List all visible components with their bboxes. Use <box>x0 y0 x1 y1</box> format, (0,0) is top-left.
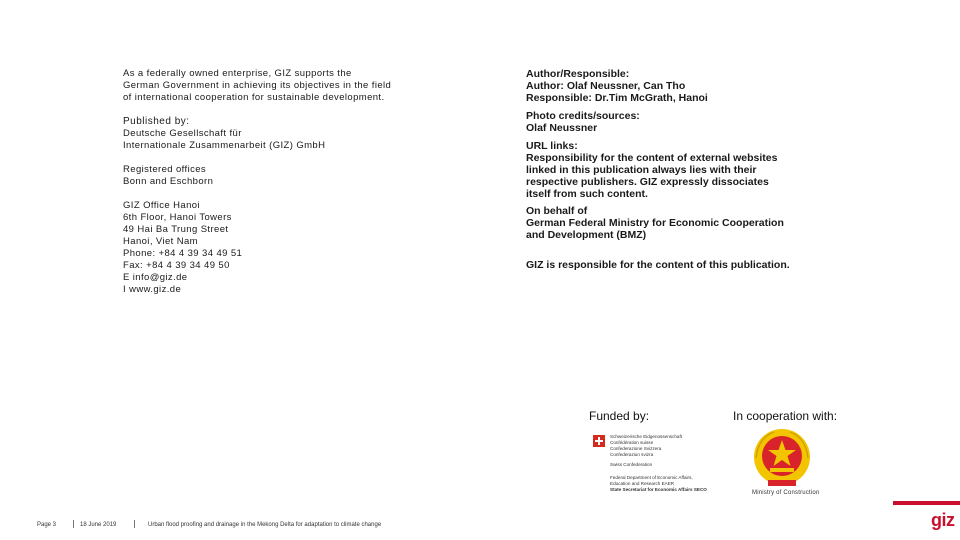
funded-by-label: Funded by: <box>589 409 650 423</box>
swiss-name-line: Confederaziun svizra <box>610 452 654 457</box>
swiss-name-block <box>610 434 682 458</box>
url-links-line: itself from such content. <box>526 188 648 200</box>
phone-line: Phone: +84 4 39 34 49 51 <box>123 248 243 259</box>
published-heading: Published by: <box>123 116 190 127</box>
website-line: I www.giz.de <box>123 284 182 295</box>
address-line: Hanoi, Viet Nam <box>123 236 198 247</box>
publisher-line: Internationale Zusammenarbeit (GIZ) GmbH <box>123 140 326 151</box>
fax-line: Fax: +84 4 39 34 49 50 <box>123 260 230 271</box>
swiss-confederation-line: Swiss Confederation <box>610 462 653 467</box>
ministry-line: and Development (BMZ) <box>526 229 647 241</box>
ministry-line: German Federal Ministry for Economic Cooperation <box>526 217 784 229</box>
office-address-block <box>123 200 423 296</box>
footer-divider <box>73 520 74 528</box>
published-by-block <box>123 116 423 152</box>
url-links-line: linked in this publication always lies with their <box>526 164 757 176</box>
office-name: GIZ Office Hanoi <box>123 200 200 211</box>
address-line: 6th Floor, Hanoi Towers <box>123 212 232 223</box>
address-line: 49 Hai Ba Trung Street <box>123 224 229 235</box>
page-number: Page 3 <box>37 522 57 528</box>
seco-line: State Secretariat for Economic Affairs SECO <box>610 487 707 492</box>
on-behalf-block <box>526 205 826 241</box>
seco-block <box>610 475 707 493</box>
intro-paragraph <box>123 68 423 104</box>
photo-credits-heading: Photo credits/sources: <box>526 110 640 122</box>
seco-line: Education and Research EAER <box>610 481 675 486</box>
email-line: E info@giz.de <box>123 272 188 283</box>
swiss-confederation-block <box>610 462 652 468</box>
emblem-cogwheel <box>770 468 794 472</box>
url-links-line: respective publishers. GIZ expressly dissociates <box>526 176 769 188</box>
responsible-line: Responsible: Dr.Tim McGrath, Hanoi <box>526 92 708 104</box>
intro-line: As a federally owned enterprise, GIZ supports the <box>123 68 352 79</box>
footer-title: Urban flood proofing and drainage in the Mekong Delta for adaptation to climate change <box>148 522 382 528</box>
author-heading: Author/Responsible: <box>526 68 630 80</box>
swiss-flag-icon <box>593 435 605 447</box>
registered-offices-block <box>123 164 423 188</box>
swiss-name-line: Confédération suisse <box>610 440 654 445</box>
swiss-name-line: Confederazione Svizzera <box>610 446 662 451</box>
photo-credits-block <box>526 110 826 134</box>
url-links-heading: URL links: <box>526 140 578 152</box>
intro-line: German Government in achieving its objectives in the field <box>123 80 392 91</box>
seco-line: Federal Department of Economic Affairs, <box>610 475 693 480</box>
intro-line: of international cooperation for sustainable development. <box>123 92 385 103</box>
responsibility-note <box>526 259 826 271</box>
author-line: Author: Olaf Neussner, Can Tho <box>526 80 686 92</box>
url-links-block <box>526 140 826 200</box>
footer-date: 18 June 2019 <box>80 522 117 528</box>
url-links-line: Responsibility for the content of external websites <box>526 152 778 164</box>
emblem-ribbon <box>768 480 796 486</box>
emblem-caption: Ministry of Construction <box>752 490 820 496</box>
registered-line: Bonn and Eschborn <box>123 176 214 187</box>
vietnam-emblem-icon <box>750 428 814 490</box>
publisher-line: Deutsche Gesellschaft für <box>123 128 242 139</box>
giz-logo: giz <box>931 510 955 530</box>
photo-credits-line: Olaf Neussner <box>526 122 598 134</box>
registered-heading: Registered offices <box>123 164 207 175</box>
footer-divider <box>134 520 135 528</box>
on-behalf-heading: On behalf of <box>526 205 588 217</box>
swiss-name-line: Schweizerische Eidgenossenschaft <box>610 434 683 439</box>
author-block <box>526 68 826 104</box>
responsibility-line: GIZ is responsible for the content of this publication. <box>526 259 790 271</box>
brand-accent-bar <box>893 501 960 505</box>
in-cooperation-label: In cooperation with: <box>733 409 838 423</box>
